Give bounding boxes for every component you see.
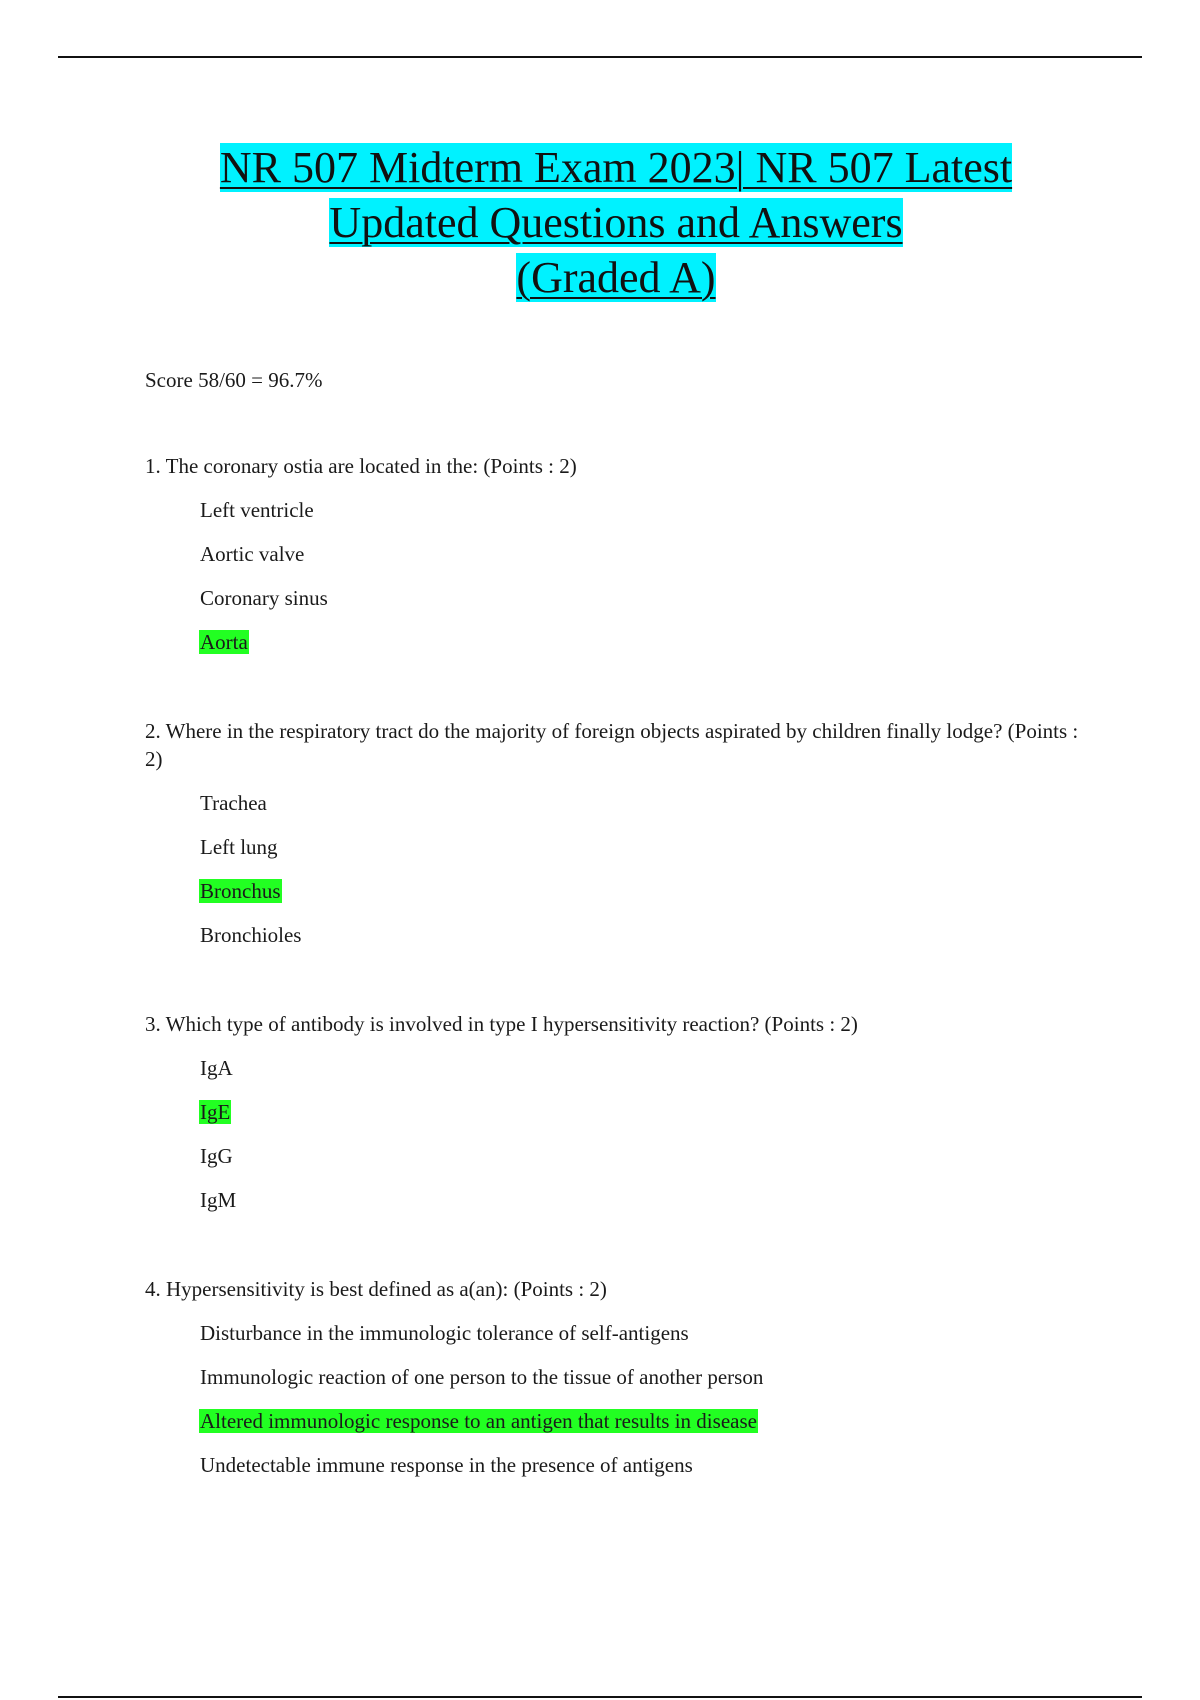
top-rule: [58, 56, 1142, 58]
answer-label: Undetectable immune response in the presence of antigens: [200, 1453, 693, 1477]
question-4: [145, 1275, 1080, 1479]
score-text: Score 58/60 = 96.7%: [145, 368, 323, 392]
answer-label: Aorta: [200, 630, 248, 654]
question-2: [145, 717, 1080, 949]
title-line-2: [80, 195, 1152, 250]
answer-label: IgA: [200, 1056, 233, 1080]
answer-label: Altered immunologic response to an antigen that results in disease: [200, 1409, 757, 1433]
answer-option: [199, 1186, 1080, 1214]
answer-option: [199, 540, 1080, 568]
answer-label: IgE: [200, 1100, 231, 1124]
document-title: [80, 140, 1152, 305]
answer-label: Bronchus: [200, 879, 281, 903]
question-3: [145, 1010, 1080, 1214]
answer-options: [145, 789, 1080, 949]
question-1: [145, 452, 1080, 656]
bottom-rule: [58, 1696, 1142, 1698]
answer-option: [199, 789, 1080, 817]
answer-option: [199, 1142, 1080, 1170]
question-text: 1. The coronary ostia are located in the: (Points : 2): [145, 454, 577, 478]
answer-options: [145, 1054, 1080, 1214]
answer-label: Aortic valve: [200, 542, 305, 566]
answer-options: [145, 1319, 1080, 1479]
question-text: 2. Where in the respiratory tract do the majority of foreign objects aspirated by children finally lodge? (Points : 2): [145, 719, 1079, 771]
answer-label: Disturbance in the immunologic tolerance of self-antigens: [200, 1321, 689, 1345]
answer-option: [199, 1319, 1080, 1347]
answer-label: Left lung: [200, 835, 278, 859]
answer-options: [145, 496, 1080, 656]
answer-label: IgG: [200, 1144, 233, 1168]
answer-option: [199, 921, 1080, 949]
correct-answer-option: [199, 877, 1080, 905]
correct-answer-option: [199, 628, 1080, 656]
title-line-3: [80, 250, 1152, 305]
answer-label: IgM: [200, 1188, 237, 1212]
answer-label: Left ventricle: [200, 498, 314, 522]
answer-option: [199, 496, 1080, 524]
title-line-1: [80, 140, 1152, 195]
correct-answer-option: [199, 1407, 1080, 1435]
correct-answer-option: [199, 1098, 1080, 1126]
answer-label: Coronary sinus: [200, 586, 328, 610]
answer-option: [199, 584, 1080, 612]
answer-label: Bronchioles: [200, 923, 302, 947]
answer-label: Trachea: [200, 791, 267, 815]
answer-option: [199, 1363, 1080, 1391]
question-text: 3. Which type of antibody is involved in type I hypersensitivity reaction? (Points : 2): [145, 1012, 858, 1036]
title-text-3: (Graded A): [516, 253, 716, 302]
answer-option: [199, 833, 1080, 861]
answer-option: [199, 1054, 1080, 1082]
answer-label: Immunologic reaction of one person to the tissue of another person: [200, 1365, 764, 1389]
answer-option: [199, 1451, 1080, 1479]
title-text-1: NR 507 Midterm Exam 2023| NR 507 Latest: [219, 143, 1013, 192]
question-text: 4. Hypersensitivity is best defined as a(an): (Points : 2): [145, 1277, 607, 1301]
title-text-2: Updated Questions and Answers: [329, 198, 903, 247]
